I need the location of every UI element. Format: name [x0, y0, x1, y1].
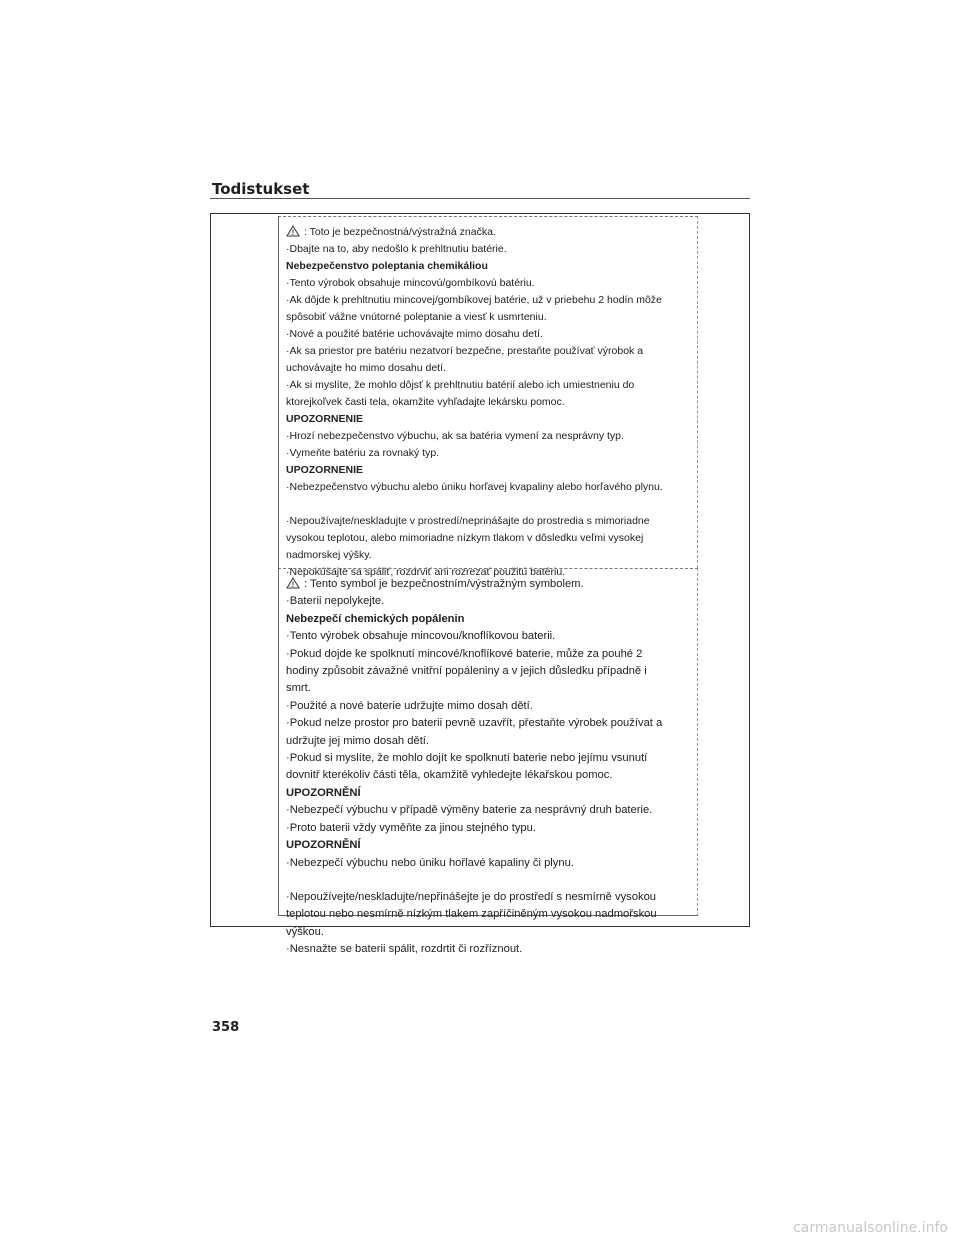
- text-line: ·Hrozí nebezpečenstvo výbuchu, ak sa batéria vymení za nesprávny typ.: [286, 430, 624, 442]
- text-line: ·Ak si myslíte, že mohlo dôjsť k prehltnutiu batérií alebo ich umiestneniu do: [286, 379, 635, 391]
- czech-symbol-note: : Tento symbol je bezpečnostním/výstražným symbolem.: [304, 578, 584, 590]
- text-line: ·Tento výrobek obsahuje mincovou/knoflíkovou baterii.: [286, 630, 556, 643]
- text-line: nadmorskej výšky.: [286, 549, 372, 561]
- text-line: ·Nové a použité batérie uchovávajte mimo dosahu detí.: [286, 328, 543, 340]
- text-line: ·Nesnažte se baterii spálit, rozdrtit či rozříznout.: [286, 943, 523, 956]
- text-line: ·Pokud si myslíte, že mohlo dojít ke spolknutí baterie nebo jejímu vsunutí: [286, 752, 648, 765]
- text-line: ·Baterii nepolykejte.: [286, 595, 385, 608]
- text-line: ·Tento výrobok obsahuje mincovú/gombíkovú batériu.: [286, 277, 535, 289]
- title-divider: [210, 198, 750, 199]
- text-line: ·Ak sa priestor pre batériu nezatvorí bezpečne, prestaňte používať výrobok a: [286, 345, 644, 357]
- text-line: uchovávajte ho mimo dosahu detí.: [286, 362, 446, 374]
- slovak-symbol-note: : Toto je bezpečnostná/výstražná značka.: [304, 226, 496, 238]
- text-line: ·Nepoužívajte/neskladujte v prostredí/neprinášajte do prostredia s mimoriadne: [286, 515, 650, 527]
- slovak-body: [286, 224, 689, 581]
- warning-heading: UPOZORNĚNÍ: [286, 839, 361, 852]
- paragraph-gap: [286, 496, 689, 513]
- watermark: carmanualsonline.info: [793, 1220, 948, 1236]
- slovak-symbol-line: [286, 224, 689, 241]
- czech-symbol-line: [286, 576, 689, 593]
- text-line: ·Pokud dojde ke spolknutí mincové/knoflíkové baterie, může za pouhé 2: [286, 647, 643, 660]
- text-line: udržujte jej mimo dosah dětí.: [286, 734, 430, 747]
- paragraph-gap: [286, 872, 689, 889]
- text-line: spôsobiť vážne vnútorné poleptanie a viesť k usmrteniu.: [286, 311, 547, 323]
- text-line: ·Nebezpečenstvo výbuchu alebo úniku horľavej kvapaliny alebo horľavého plynu.: [286, 481, 663, 493]
- warning-triangle-icon: [286, 577, 300, 589]
- czech-body: [286, 576, 689, 959]
- text-line: ·Nepokúšajte sa spáliť, rozdrviť ani rozrezať použitú batériu.: [286, 566, 566, 578]
- text-line: smrt.: [286, 682, 311, 695]
- text-line: ·Nepoužívejte/neskladujte/nepřinášejte je do prostředí s nesmírně vysokou: [286, 890, 657, 903]
- warning-heading: Nebezpečenstvo poleptania chemikáliou: [286, 260, 488, 272]
- page-number: 358: [212, 1020, 240, 1035]
- czech-warning-block: [278, 568, 698, 956]
- warning-heading: Nebezpečí chemických popálenin: [286, 612, 465, 625]
- text-line: ·Použité a nové baterie udržujte mimo dosah dětí.: [286, 699, 533, 712]
- text-line: ·Nebezpečí výbuchu v případě výměny baterie za nesprávný druh baterie.: [286, 804, 653, 817]
- text-line: dovnitř kterékoliv části těla, okamžitě vyhledejte lékařskou pomoc.: [286, 769, 613, 782]
- text-line: teplotou nebo nesmírně nízkým tlakem zapříčiněným vysokou nadmořskou: [286, 908, 657, 921]
- text-line: ·Nebezpečí výbuchu nebo úniku hořlavé kapaliny či plynu.: [286, 856, 574, 869]
- czech-lines: [286, 593, 689, 958]
- warning-heading: UPOZORNĚNÍ: [286, 786, 361, 799]
- text-line: ·Vymeňte batériu za rovnaký typ.: [286, 447, 440, 459]
- warning-heading: UPOZORNENIE: [286, 413, 364, 425]
- text-line: ·Dbajte na to, aby nedošlo k prehltnutiu batérie.: [286, 243, 507, 255]
- warning-heading: UPOZORNENIE: [286, 464, 364, 476]
- text-line: výškou.: [286, 925, 324, 938]
- text-line: ktorejkoľvek časti tela, okamžite vyhľadajte lekársku pomoc.: [286, 396, 565, 408]
- section-title: Todistukset: [212, 180, 310, 198]
- slovak-lines: [286, 241, 689, 581]
- text-line: ·Proto baterii vždy vyměňte za jinou stejného typu.: [286, 821, 536, 834]
- text-line: ·Pokud nelze prostor pro baterii pevně uzavřít, přestaňte výrobek používat a: [286, 717, 663, 730]
- slovak-warning-block: [278, 216, 698, 578]
- text-line: ·Ak dôjde k prehltnutiu mincovej/gombíkovej batérie, už v priebehu 2 hodín môže: [286, 294, 662, 306]
- text-line: hodiny způsobit závažné vnitřní popáleniny a v jejich důsledku případně i: [286, 665, 647, 678]
- warning-triangle-icon: [286, 225, 300, 237]
- text-line: vysokou teplotou, alebo mimoriadne nízkym tlakom v dôsledku veľmi vysokej: [286, 532, 644, 544]
